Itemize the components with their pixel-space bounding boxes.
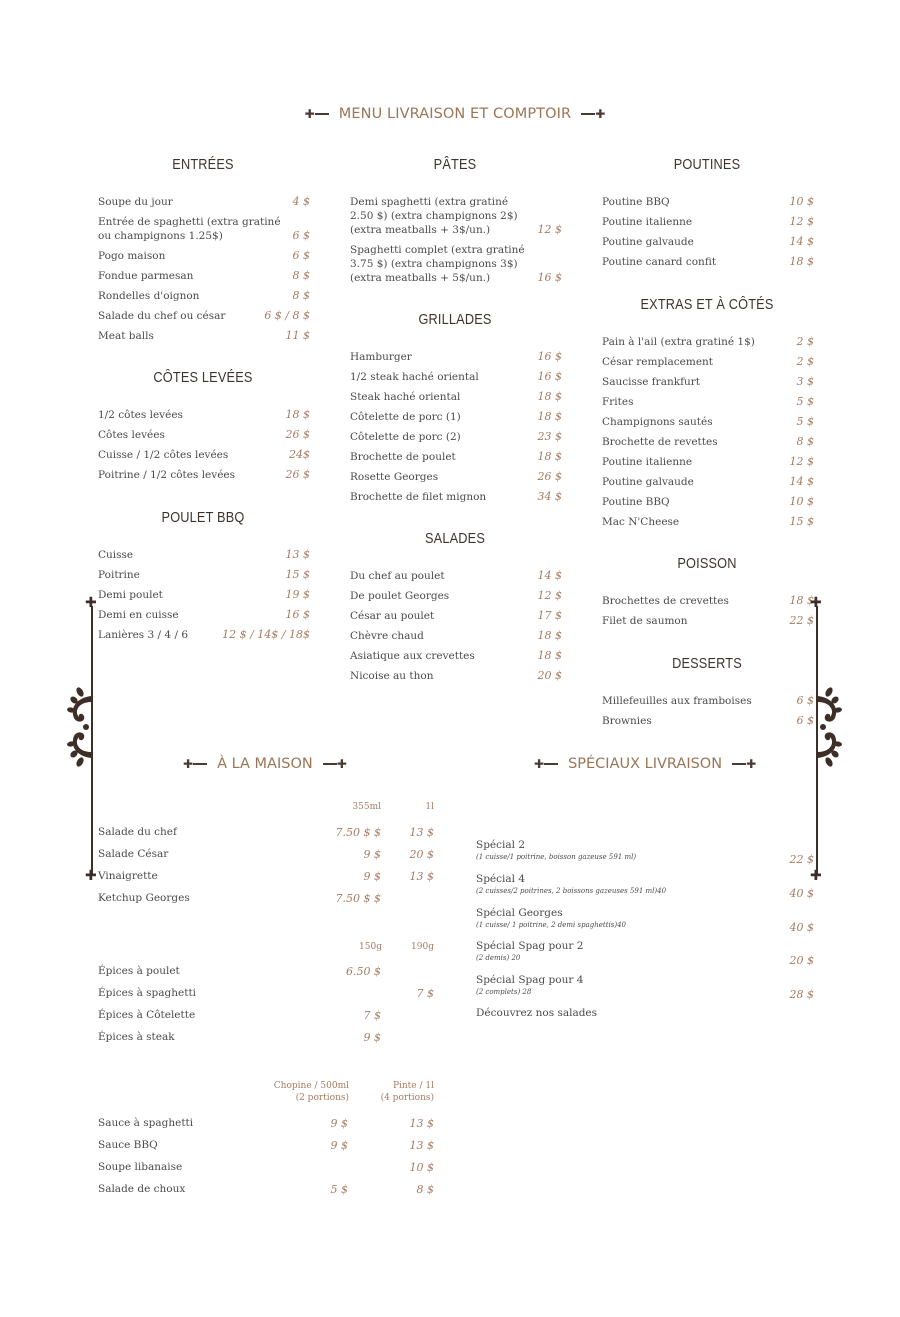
menu-item: Pogo maison 6 $ — [98, 249, 310, 262]
section-title-poisson: POISSON — [677, 555, 737, 572]
menu-item: Demi poulet 19 $ — [98, 588, 310, 601]
menu-item: Brownies 6 $ — [602, 714, 814, 727]
table-row: Épices à Côtelette 7 $ — [98, 1009, 381, 1022]
menu-item: Champignons sautés 5 $ — [602, 415, 814, 428]
menu-item: De poulet Georges 12 $ — [350, 589, 562, 602]
fleur-ornament-left-icon: ✚ — [183, 758, 207, 770]
menu-item: Filet de saumon 22 $ — [602, 614, 814, 627]
fleur-ornament-left-icon: ✚ — [305, 108, 329, 120]
menu-item: Côtelette de porc (1) 18 $ — [350, 410, 562, 423]
menu-item: Poutine canard confit 18 $ — [602, 255, 814, 268]
salades-list — [350, 569, 562, 689]
fleur-ornament-left-icon: ✚ — [534, 758, 558, 770]
flourish-left-icon — [66, 686, 92, 768]
menu-item: Frites 5 $ — [602, 395, 814, 408]
table-row: Sauce BBQ 9 $ 13 $ — [98, 1139, 434, 1152]
extras-list — [602, 335, 814, 535]
column-header-1l: 1l — [425, 802, 434, 812]
table-row: Épices à steak 9 $ — [98, 1031, 381, 1044]
table-row: Salade César 9 $ 20 $ — [98, 848, 434, 861]
menu-item: Brochette de poulet 18 $ — [350, 450, 562, 463]
table-row: Salade de choux 5 $ 8 $ — [98, 1183, 434, 1196]
section-title-poutines: POUTINES — [673, 156, 741, 173]
poutines-list — [602, 195, 814, 275]
menu-item: Hamburger 16 $ — [350, 350, 562, 363]
menu-item: Poutine galvaude 14 $ — [602, 235, 814, 248]
menu-item: Poutine italienne 12 $ — [602, 455, 814, 468]
menu-item: Spaghetti complet (extra gratiné 3.75 $) (extra champignons 3$) (extra meatballs + 5$/un.) 16 $ — [350, 244, 562, 284]
menu-item: 1/2 côtes levées 18 $ — [98, 408, 310, 421]
a-la-maison-title-bar — [183, 756, 347, 772]
pates-list — [350, 195, 562, 291]
menu-item: Côtes levées 26 $ — [98, 428, 310, 441]
fleur-end-icon: ✚ — [85, 868, 97, 884]
menu-item: Du chef au poulet 14 $ — [350, 569, 562, 582]
special-item: Spécial Spag pour 2 (2 demis) 20 20 $ — [476, 940, 814, 967]
menu-item: Poitrine 15 $ — [98, 568, 310, 581]
section-title-entrees: ENTRÉES — [172, 156, 234, 173]
flourish-right-icon — [817, 686, 843, 768]
menu-item: Brochette de revettes 8 $ — [602, 435, 814, 448]
menu-item: Brochette de filet mignon 34 $ — [350, 490, 562, 503]
menu-item: Brochettes de crevettes 18 $ — [602, 594, 814, 607]
menu-item: Cuisse / 1/2 côtes levées 24$ — [98, 448, 310, 461]
menu-item: Poutine galvaude 14 $ — [602, 475, 814, 488]
menu-title-bar — [0, 106, 900, 122]
menu-item: Salade du chef ou césar 6 $ / 8 $ — [98, 309, 310, 322]
section-title-poulet-bbq: POULET BBQ — [161, 509, 245, 526]
menu-item: Asiatique aux crevettes 18 $ — [350, 649, 562, 662]
menu-item: Nicoise au thon 20 $ — [350, 669, 562, 682]
poisson-list — [602, 594, 814, 634]
column-header-pinte: Pinte / 1l (4 portions) — [380, 1081, 434, 1103]
desserts-list — [602, 694, 814, 734]
special-item: Spécial 2 (1 cuisse/1 poitrine, boisson gazeuse 591 ml) 22 $ — [476, 839, 814, 866]
speciaux-title-bar — [534, 756, 756, 772]
section-title-extras: EXTRAS ET À CÔTÉS — [640, 296, 774, 313]
menu-item: Rosette Georges 26 $ — [350, 470, 562, 483]
table-row: Épices à spaghetti 7 $ — [98, 987, 434, 1000]
menu-item: Poitrine / 1/2 côtes levées 26 $ — [98, 468, 310, 481]
fleur-end-icon: ✚ — [810, 595, 822, 611]
section-title-salades: SALADES — [424, 530, 486, 547]
table-row: Épices à poulet 6.50 $ — [98, 965, 381, 978]
menu-item: Entrée de spaghetti (extra gratiné ou champignons 1.25$) 6 $ — [98, 216, 310, 242]
menu-item: Chèvre chaud 18 $ — [350, 629, 562, 642]
grillades-list — [350, 350, 562, 510]
fleur-end-icon: ✚ — [810, 868, 822, 884]
table-row: Soupe libanaise 10 $ — [98, 1161, 434, 1174]
special-item: Spécial Spag pour 4 (2 complets) 28 28 $ — [476, 974, 814, 1001]
section-title-cotes-levees: CÔTES LEVÉES — [153, 369, 253, 386]
fleur-end-icon: ✚ — [85, 595, 97, 611]
menu-item: Lanières 3 / 4 / 6 12 $ / 14$ / 18$ — [98, 628, 310, 641]
section-title-desserts: DESSERTS — [672, 655, 742, 672]
special-item: Spécial Georges (1 cuisse/ 1 poitrine, 2 demi spaghettis)40 40 $ — [476, 907, 814, 934]
menu-item: Rondelles d'oignon 8 $ — [98, 289, 310, 302]
section-title-a-la-maison: À LA MAISON — [217, 756, 313, 772]
special-item: Spécial 4 (2 cuisses/2 poitrines, 2 boissons gazeuses 591 ml)40 40 $ — [476, 873, 814, 900]
menu-item: César au poulet 17 $ — [350, 609, 562, 622]
fleur-ornament-right-icon: ✚ — [581, 108, 605, 120]
menu-item: Demi en cuisse 16 $ — [98, 608, 310, 621]
menu-item: Saucisse frankfurt 3 $ — [602, 375, 814, 388]
entrees-list — [98, 195, 310, 349]
column-header-150g: 150g — [359, 942, 382, 952]
table-row: Salade du chef 7.50 $ $ 13 $ — [98, 826, 434, 839]
page-title: MENU LIVRAISON ET COMPTOIR — [338, 106, 572, 122]
menu-item: Steak haché oriental 18 $ — [350, 390, 562, 403]
menu-item: 1/2 steak haché oriental 16 $ — [350, 370, 562, 383]
decouvrez-salades-link[interactable]: Découvrez nos salades — [476, 1007, 598, 1019]
column-header-190g: 190g — [411, 942, 434, 952]
cotes-levees-list — [98, 408, 310, 488]
table-row: Ketchup Georges 7.50 $ $ — [98, 892, 381, 905]
section-title-pates: PÂTES — [433, 156, 477, 173]
fleur-ornament-right-icon: ✚ — [323, 758, 347, 770]
menu-item: Poutine italienne 12 $ — [602, 215, 814, 228]
poulet-bbq-list — [98, 548, 310, 648]
menu-item: Mac N'Cheese 15 $ — [602, 515, 814, 528]
menu-item: Demi spaghetti (extra gratiné 2.50 $) (extra champignons 2$) (extra meatballs + 3$/un.) 12 $ — [350, 196, 562, 236]
menu-item: Cuisse 13 $ — [98, 548, 310, 561]
fleur-ornament-right-icon: ✚ — [732, 758, 756, 770]
menu-item: César remplacement 2 $ — [602, 355, 814, 368]
menu-item: Pain à l'ail (extra gratiné 1$) 2 $ — [602, 335, 814, 348]
menu-item: Fondue parmesan 8 $ — [98, 269, 310, 282]
menu-item: Meat balls 11 $ — [98, 329, 310, 342]
table-row: Vinaigrette 9 $ 13 $ — [98, 870, 434, 883]
menu-item: Côtelette de porc (2) 23 $ — [350, 430, 562, 443]
menu-item: Poutine BBQ 10 $ — [602, 195, 814, 208]
menu-item: Soupe du jour 4 $ — [98, 195, 310, 208]
column-header-chopine: Chopine / 500ml (2 portions) — [273, 1081, 349, 1103]
section-title-speciaux: SPÉCIAUX LIVRAISON — [568, 756, 723, 772]
menu-item: Millefeuilles aux framboises 6 $ — [602, 694, 814, 707]
section-title-grillades: GRILLADES — [418, 311, 492, 328]
menu-item: Poutine BBQ 10 $ — [602, 495, 814, 508]
table-row: Sauce à spaghetti 9 $ 13 $ — [98, 1117, 434, 1130]
column-header-355ml: 355ml — [352, 802, 381, 812]
